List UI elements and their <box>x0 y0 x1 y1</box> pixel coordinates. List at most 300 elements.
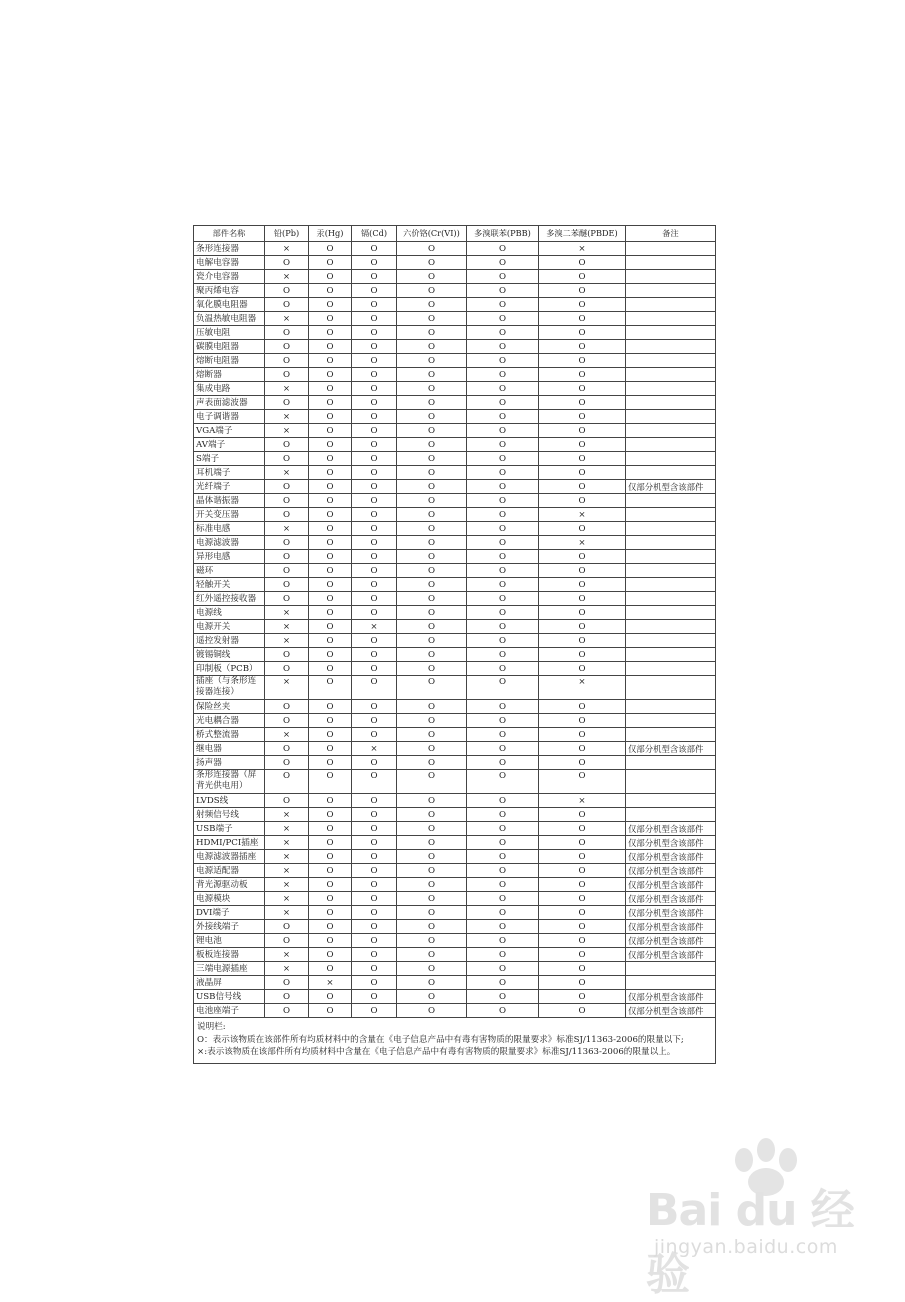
substance-mark-cell: O <box>352 578 397 592</box>
note-cell <box>626 962 716 976</box>
substance-mark-cell: O <box>467 822 539 836</box>
substance-mark-cell: O <box>265 742 309 756</box>
substance-mark-cell: O <box>397 990 467 1004</box>
substance-mark-cell: O <box>397 850 467 864</box>
substance-mark-cell: O <box>265 480 309 494</box>
table-row <box>194 756 716 770</box>
substance-mark-cell: O <box>309 396 352 410</box>
note-cell <box>626 368 716 382</box>
substance-mark-cell: O <box>539 850 626 864</box>
table-row <box>194 494 716 508</box>
substance-mark-cell: O <box>265 564 309 578</box>
part-name-cell: DVI端子 <box>194 906 265 920</box>
substance-mark-cell: O <box>467 536 539 550</box>
substance-mark-cell: O <box>309 770 352 794</box>
note-cell: 仅部分机型含该部件 <box>626 892 716 906</box>
substance-mark-cell: × <box>265 906 309 920</box>
substance-mark-cell: O <box>397 934 467 948</box>
substance-mark-cell: O <box>467 550 539 564</box>
part-name-cell: 保险丝夹 <box>194 700 265 714</box>
note-cell <box>626 452 716 466</box>
note-cell <box>626 312 716 326</box>
note-cell: 仅部分机型含该部件 <box>626 906 716 920</box>
substance-mark-cell: × <box>265 808 309 822</box>
part-name-cell: 电源开关 <box>194 620 265 634</box>
part-name-cell: VGA端子 <box>194 424 265 438</box>
part-name-cell: 轻触开关 <box>194 578 265 592</box>
substance-mark-cell: O <box>397 578 467 592</box>
part-name-cell: 背光源驱动板 <box>194 878 265 892</box>
substance-mark-cell: O <box>397 906 467 920</box>
part-name-cell: 桥式整流器 <box>194 728 265 742</box>
substance-mark-cell: O <box>539 742 626 756</box>
substance-mark-cell: O <box>467 396 539 410</box>
substance-mark-cell: O <box>397 270 467 284</box>
column-header: 铅(Pb) <box>265 226 309 242</box>
table-row <box>194 368 716 382</box>
substance-mark-cell: O <box>352 962 397 976</box>
substance-mark-cell: O <box>352 424 397 438</box>
substance-mark-cell: × <box>265 836 309 850</box>
substance-mark-cell: O <box>397 494 467 508</box>
substance-mark-cell: O <box>309 906 352 920</box>
substance-mark-cell: O <box>265 326 309 340</box>
substance-mark-cell: O <box>539 284 626 298</box>
table-row <box>194 382 716 396</box>
substance-mark-cell: × <box>539 242 626 256</box>
legend-x-line: ×:表示该物质在该部件所有均质材料中含量在《电子信息产品中有毒有害物质的限量要求》标准SJ/11363-2006的限量以上。 <box>197 1047 676 1057</box>
substance-mark-cell: O <box>539 368 626 382</box>
substance-mark-cell: O <box>539 700 626 714</box>
note-cell: 仅部分机型含该部件 <box>626 934 716 948</box>
substance-mark-cell: O <box>539 256 626 270</box>
substance-mark-cell: O <box>265 976 309 990</box>
substance-mark-cell: O <box>352 822 397 836</box>
substance-mark-cell: O <box>309 794 352 808</box>
table-row <box>194 354 716 368</box>
substance-mark-cell: O <box>467 794 539 808</box>
substance-mark-cell: O <box>265 662 309 676</box>
note-cell <box>626 794 716 808</box>
substance-mark-cell: O <box>309 756 352 770</box>
part-name-cell: 电子调谐器 <box>194 410 265 424</box>
substance-mark-cell: × <box>309 976 352 990</box>
substance-mark-cell: O <box>397 396 467 410</box>
substance-mark-cell: O <box>467 700 539 714</box>
substance-mark-cell: × <box>539 536 626 550</box>
substance-mark-cell: O <box>397 452 467 466</box>
substance-mark-cell: O <box>265 536 309 550</box>
substance-mark-cell: O <box>467 452 539 466</box>
part-name-cell: 外接线端子 <box>194 920 265 934</box>
substance-mark-cell: O <box>467 892 539 906</box>
substance-mark-cell: O <box>467 242 539 256</box>
column-header: 部件名称 <box>194 226 265 242</box>
substance-mark-cell: O <box>539 634 626 648</box>
table-row <box>194 438 716 452</box>
substance-mark-cell: O <box>467 676 539 700</box>
substance-mark-cell: O <box>352 452 397 466</box>
substance-mark-cell: O <box>352 326 397 340</box>
substance-mark-cell: O <box>309 990 352 1004</box>
substance-mark-cell: O <box>352 564 397 578</box>
substance-mark-cell: O <box>352 634 397 648</box>
part-name-cell: 光电耦合器 <box>194 714 265 728</box>
substance-mark-cell: O <box>539 892 626 906</box>
substance-mark-cell: O <box>397 242 467 256</box>
table-row <box>194 256 716 270</box>
substance-mark-cell: O <box>309 676 352 700</box>
part-name-cell: 电源滤波器插座 <box>194 850 265 864</box>
note-cell <box>626 620 716 634</box>
table-row <box>194 634 716 648</box>
note-cell <box>626 466 716 480</box>
substance-mark-cell: O <box>309 256 352 270</box>
substance-mark-cell: O <box>467 648 539 662</box>
part-name-cell: 镀锡铜线 <box>194 648 265 662</box>
part-name-cell: S端子 <box>194 452 265 466</box>
substance-mark-cell: O <box>352 536 397 550</box>
substance-mark-cell: O <box>539 438 626 452</box>
substance-mark-cell: O <box>539 728 626 742</box>
note-cell <box>626 354 716 368</box>
substance-mark-cell: O <box>397 606 467 620</box>
substance-mark-cell: O <box>352 892 397 906</box>
substance-mark-cell: × <box>539 676 626 700</box>
note-cell: 仅部分机型含该部件 <box>626 822 716 836</box>
substance-mark-cell: × <box>265 822 309 836</box>
substance-mark-cell: O <box>397 284 467 298</box>
part-name-cell: 电源模块 <box>194 892 265 906</box>
note-cell <box>626 676 716 700</box>
part-name-cell: 氧化膜电阻器 <box>194 298 265 312</box>
part-name-cell: 开关变压器 <box>194 508 265 522</box>
substance-mark-cell: O <box>309 836 352 850</box>
substance-mark-cell: O <box>467 480 539 494</box>
substance-mark-cell: O <box>397 466 467 480</box>
part-name-cell: 瓷介电容器 <box>194 270 265 284</box>
substance-mark-cell: O <box>539 822 626 836</box>
note-cell <box>626 438 716 452</box>
substance-mark-cell: O <box>539 592 626 606</box>
column-header: 多溴二苯醚(PBDE) <box>539 226 626 242</box>
substance-mark-cell: O <box>309 892 352 906</box>
substance-mark-cell: O <box>467 756 539 770</box>
substance-mark-cell: O <box>265 396 309 410</box>
table-row <box>194 892 716 906</box>
substance-mark-cell: O <box>309 920 352 934</box>
substance-mark-cell: O <box>467 934 539 948</box>
substance-mark-cell: O <box>539 1004 626 1018</box>
part-name-cell: 聚丙烯电容 <box>194 284 265 298</box>
substance-mark-cell: O <box>467 976 539 990</box>
legend-o-line: O：表示该物质在该部件所有均质材料中的含量在《电子信息产品中有毒有害物质的限量要求》标准SJ/11363-2006的限量以下; <box>197 1034 684 1045</box>
substance-mark-cell: O <box>397 714 467 728</box>
substance-mark-cell: O <box>397 770 467 794</box>
note-cell <box>626 634 716 648</box>
substance-mark-cell: O <box>309 550 352 564</box>
substance-mark-cell: O <box>397 878 467 892</box>
substance-mark-cell: O <box>467 256 539 270</box>
substance-mark-cell: O <box>467 850 539 864</box>
note-cell <box>626 256 716 270</box>
note-cell <box>626 340 716 354</box>
substance-mark-cell: O <box>539 714 626 728</box>
note-cell <box>626 522 716 536</box>
substance-mark-cell: O <box>352 466 397 480</box>
substance-mark-cell: O <box>467 522 539 536</box>
part-name-cell: 磁环 <box>194 564 265 578</box>
substance-mark-cell: O <box>309 438 352 452</box>
substance-mark-cell: O <box>467 962 539 976</box>
table-row <box>194 878 716 892</box>
substance-mark-cell: O <box>539 920 626 934</box>
note-cell <box>626 662 716 676</box>
substance-mark-cell: O <box>309 536 352 550</box>
substance-mark-cell: O <box>397 522 467 536</box>
part-name-cell: 电源线 <box>194 606 265 620</box>
note-cell <box>626 648 716 662</box>
table-row <box>194 742 716 756</box>
table-row <box>194 864 716 878</box>
substance-mark-cell: O <box>309 878 352 892</box>
substance-mark-cell: × <box>265 892 309 906</box>
note-cell <box>626 714 716 728</box>
substance-mark-cell: O <box>539 836 626 850</box>
table-header-row <box>194 226 716 242</box>
note-cell <box>626 396 716 410</box>
substance-mark-cell: O <box>539 452 626 466</box>
substance-mark-cell: O <box>539 550 626 564</box>
substance-mark-cell: O <box>397 676 467 700</box>
substance-mark-cell: O <box>309 354 352 368</box>
substance-mark-cell: O <box>265 578 309 592</box>
substance-mark-cell: × <box>265 312 309 326</box>
substance-mark-cell: × <box>352 742 397 756</box>
part-name-cell: 电源滤波器 <box>194 536 265 550</box>
substance-mark-cell: × <box>265 864 309 878</box>
substance-mark-cell: O <box>352 878 397 892</box>
substance-mark-cell: O <box>397 742 467 756</box>
table-row <box>194 424 716 438</box>
substance-mark-cell: O <box>467 742 539 756</box>
substance-mark-cell: O <box>397 920 467 934</box>
table-row <box>194 620 716 634</box>
substance-mark-cell: O <box>397 648 467 662</box>
substance-mark-cell: O <box>539 934 626 948</box>
substance-mark-cell: O <box>539 326 626 340</box>
note-cell <box>626 284 716 298</box>
substance-mark-cell: O <box>309 714 352 728</box>
substance-mark-cell: O <box>467 864 539 878</box>
substance-mark-cell: O <box>539 312 626 326</box>
part-name-cell: 三端电源插座 <box>194 962 265 976</box>
substance-mark-cell: O <box>397 298 467 312</box>
substance-mark-cell: × <box>539 794 626 808</box>
part-name-cell: USB信号线 <box>194 990 265 1004</box>
substance-mark-cell: O <box>397 794 467 808</box>
part-name-cell: 印制板（PCB） <box>194 662 265 676</box>
substance-mark-cell: O <box>309 592 352 606</box>
substance-mark-cell: O <box>352 312 397 326</box>
substance-mark-cell: O <box>397 592 467 606</box>
substance-mark-cell: O <box>309 368 352 382</box>
substance-mark-cell: O <box>397 354 467 368</box>
note-cell <box>626 578 716 592</box>
substance-mark-cell: O <box>467 578 539 592</box>
substance-mark-cell: O <box>265 494 309 508</box>
hazardous-substances-table <box>193 225 716 1064</box>
part-name-cell: 电池座端子 <box>194 1004 265 1018</box>
substance-mark-cell: O <box>309 864 352 878</box>
note-cell <box>626 756 716 770</box>
part-name-cell: LVDS线 <box>194 794 265 808</box>
part-name-cell: 光纤端子 <box>194 480 265 494</box>
substance-mark-cell: O <box>352 256 397 270</box>
substance-mark-cell: O <box>352 550 397 564</box>
substance-mark-cell: O <box>309 728 352 742</box>
substance-mark-cell: O <box>397 976 467 990</box>
substance-mark-cell: O <box>467 466 539 480</box>
note-cell <box>626 536 716 550</box>
substance-mark-cell: O <box>352 948 397 962</box>
substance-mark-cell: O <box>539 756 626 770</box>
legend-title: 说明栏: <box>197 1022 226 1032</box>
substance-mark-cell: O <box>309 634 352 648</box>
substance-mark-cell: O <box>352 494 397 508</box>
part-name-cell: 插座（与条形连接器连接） <box>194 676 265 700</box>
substance-mark-cell: O <box>265 284 309 298</box>
substance-mark-cell: O <box>352 676 397 700</box>
part-name-cell: 声表面滤波器 <box>194 396 265 410</box>
table-row <box>194 466 716 480</box>
table-row <box>194 564 716 578</box>
substance-mark-cell: O <box>352 976 397 990</box>
substance-mark-cell: O <box>397 508 467 522</box>
substance-mark-cell: O <box>539 976 626 990</box>
note-cell <box>626 410 716 424</box>
substance-mark-cell: O <box>467 326 539 340</box>
part-name-cell: 继电器 <box>194 742 265 756</box>
substance-mark-cell: × <box>265 850 309 864</box>
substance-mark-cell: O <box>309 382 352 396</box>
substance-mark-cell: O <box>467 920 539 934</box>
table-row <box>194 396 716 410</box>
substance-mark-cell: O <box>397 808 467 822</box>
substance-mark-cell: × <box>265 410 309 424</box>
substance-mark-cell: O <box>352 728 397 742</box>
substance-mark-cell: × <box>265 728 309 742</box>
table-row <box>194 522 716 536</box>
substance-mark-cell: O <box>539 962 626 976</box>
substance-mark-cell: × <box>265 962 309 976</box>
part-name-cell: 射频信号线 <box>194 808 265 822</box>
substance-mark-cell: O <box>397 822 467 836</box>
part-name-cell: 板板连接器 <box>194 948 265 962</box>
substance-mark-cell: O <box>539 340 626 354</box>
column-header: 备注 <box>626 226 716 242</box>
substance-mark-cell: O <box>467 662 539 676</box>
substance-mark-cell: O <box>309 340 352 354</box>
table-row <box>194 850 716 864</box>
note-cell: 仅部分机型含该部件 <box>626 836 716 850</box>
part-name-cell: 标准电感 <box>194 522 265 536</box>
substance-mark-cell: O <box>397 836 467 850</box>
table-row <box>194 822 716 836</box>
table-row <box>194 934 716 948</box>
substance-mark-cell: O <box>397 948 467 962</box>
substance-mark-cell: O <box>397 536 467 550</box>
substance-mark-cell: O <box>352 606 397 620</box>
substance-mark-cell: × <box>265 676 309 700</box>
substance-mark-cell: × <box>265 382 309 396</box>
substance-mark-cell: O <box>352 756 397 770</box>
note-cell: 仅部分机型含该部件 <box>626 990 716 1004</box>
substance-mark-cell: O <box>397 550 467 564</box>
substance-mark-cell: O <box>539 808 626 822</box>
substance-mark-cell: O <box>265 508 309 522</box>
baidu-jingyan-watermark <box>640 1138 880 1300</box>
note-cell <box>626 550 716 564</box>
substance-mark-cell: O <box>539 648 626 662</box>
column-header: 六价铬(Cr(VI)) <box>397 226 467 242</box>
part-name-cell: 红外遥控接收器 <box>194 592 265 606</box>
part-name-cell: 熔断器 <box>194 368 265 382</box>
substance-mark-cell: O <box>309 522 352 536</box>
note-cell <box>626 606 716 620</box>
substance-mark-cell: × <box>265 522 309 536</box>
substance-mark-cell: O <box>539 948 626 962</box>
table-row <box>194 578 716 592</box>
substance-mark-cell: O <box>352 382 397 396</box>
table-row <box>194 962 716 976</box>
note-cell <box>626 298 716 312</box>
table-row <box>194 700 716 714</box>
substance-mark-cell: O <box>352 700 397 714</box>
substance-mark-cell: O <box>265 368 309 382</box>
table-row <box>194 452 716 466</box>
substance-mark-cell: O <box>397 756 467 770</box>
part-name-cell: 条形连接器（屏背光供电用） <box>194 770 265 794</box>
substance-mark-cell: O <box>352 836 397 850</box>
substance-mark-cell: × <box>265 948 309 962</box>
substance-mark-cell: O <box>467 728 539 742</box>
substance-mark-cell: O <box>309 284 352 298</box>
substance-mark-cell: O <box>265 298 309 312</box>
substance-mark-cell: O <box>467 508 539 522</box>
substance-mark-cell: O <box>309 648 352 662</box>
substance-mark-cell: O <box>309 662 352 676</box>
substance-mark-cell: O <box>397 256 467 270</box>
note-cell <box>626 728 716 742</box>
note-cell: 仅部分机型含该部件 <box>626 480 716 494</box>
column-header: 汞(Hg) <box>309 226 352 242</box>
substance-mark-cell: O <box>309 962 352 976</box>
substance-mark-cell: O <box>265 648 309 662</box>
substance-mark-cell: O <box>467 270 539 284</box>
substance-mark-cell: O <box>352 396 397 410</box>
substance-mark-cell: O <box>467 606 539 620</box>
part-name-cell: 负温热敏电阻器 <box>194 312 265 326</box>
substance-mark-cell: O <box>352 242 397 256</box>
substance-mark-cell: O <box>467 424 539 438</box>
part-name-cell: 压敏电阻 <box>194 326 265 340</box>
substance-mark-cell: O <box>397 728 467 742</box>
substance-mark-cell: O <box>467 298 539 312</box>
note-cell <box>626 270 716 284</box>
substance-mark-cell: O <box>539 410 626 424</box>
part-name-cell: HDMI/PCI插座 <box>194 836 265 850</box>
